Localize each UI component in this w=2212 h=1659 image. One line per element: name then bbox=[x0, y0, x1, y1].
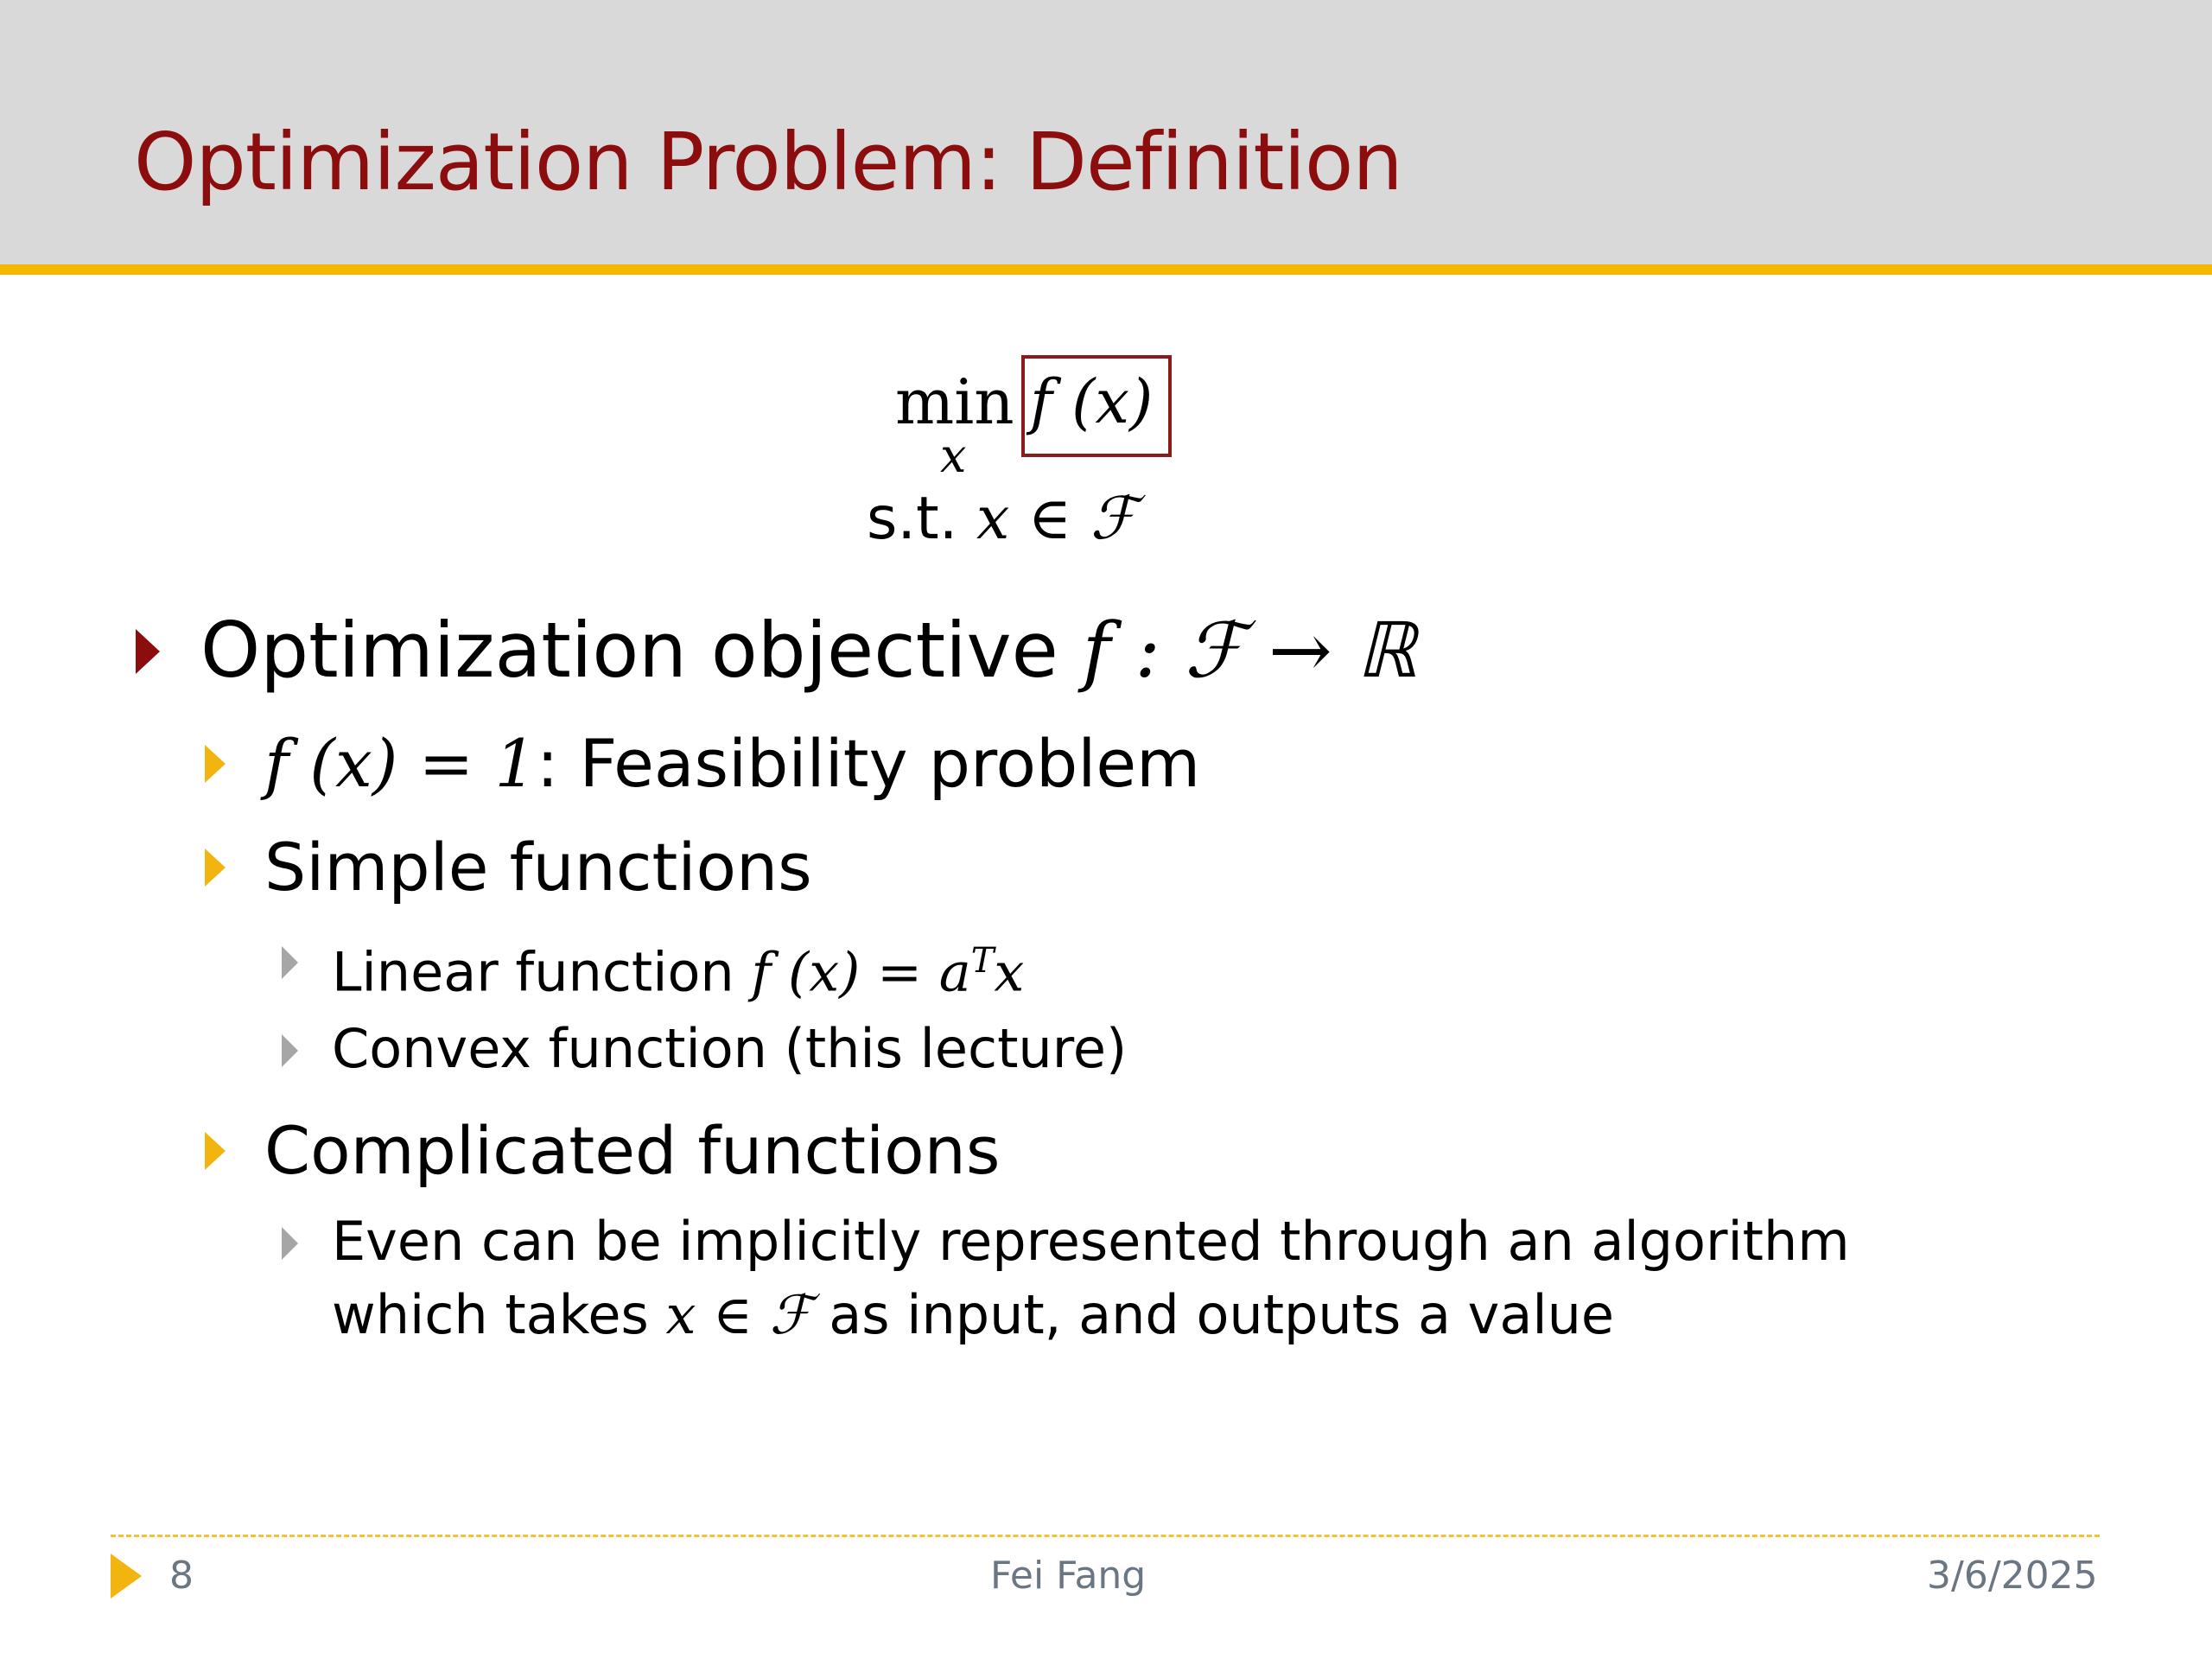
bullet-arrow-icon bbox=[282, 1227, 298, 1260]
bullet-linear-text: Linear function bbox=[332, 940, 752, 1004]
bullet-linear-function bbox=[332, 925, 1024, 1009]
min-operator: min bbox=[895, 365, 1014, 438]
bullet-arrow-icon bbox=[205, 849, 226, 887]
bullet-implicit-post: as input, and outputs a value bbox=[811, 1283, 1615, 1346]
bullet-linear-superscript: T bbox=[970, 941, 995, 981]
footer-arrow-icon bbox=[111, 1554, 142, 1599]
bullet-objective-math: f : ℱ → ℝ bbox=[1082, 606, 1417, 695]
footer-author: Fei Fang bbox=[990, 1554, 1147, 1598]
bullet-objective bbox=[200, 603, 1416, 698]
bullet-implicit-math: x ∈ ℱ bbox=[665, 1283, 812, 1346]
bullet-complicated-functions: Complicated functions bbox=[264, 1112, 1001, 1189]
bullet-implicit-line2 bbox=[332, 1279, 1614, 1351]
bullet-linear-math: f (x) = a bbox=[751, 940, 971, 1004]
bullet-linear-tail: x bbox=[994, 940, 1025, 1004]
footer-date: 3/6/2025 bbox=[1927, 1554, 2098, 1598]
bullet-arrow-icon bbox=[282, 1034, 298, 1067]
bullet-arrow-icon bbox=[282, 946, 298, 979]
bullet-feasibility-text: : Feasibility problem bbox=[536, 725, 1201, 802]
constraint-prefix: s.t. bbox=[867, 485, 958, 553]
bullet-feasibility-math: f (x) = 1 bbox=[264, 725, 537, 802]
bullet-implicit-line1: Even can be implicitly represented through an algorithm bbox=[332, 1210, 1850, 1273]
page-number: 8 bbox=[169, 1554, 194, 1598]
bullet-simple-functions: Simple functions bbox=[264, 829, 812, 906]
bullet-arrow-icon bbox=[136, 629, 160, 674]
slide-title: Optimization Problem: Definition bbox=[134, 116, 1402, 208]
objective-function: f (x) bbox=[1030, 366, 1154, 437]
bullet-arrow-icon bbox=[205, 745, 226, 783]
bullet-arrow-icon bbox=[205, 1132, 226, 1170]
min-subscript: x bbox=[940, 429, 967, 483]
constraint-math: x ∈ ℱ bbox=[976, 485, 1137, 553]
bullet-objective-text: Optimization objective bbox=[200, 606, 1083, 695]
constraint-line bbox=[867, 480, 1136, 558]
title-underline bbox=[0, 264, 2212, 275]
bullet-feasibility bbox=[264, 722, 1200, 805]
bullet-convex-function: Convex function (this lecture) bbox=[332, 1017, 1128, 1080]
footer-divider bbox=[111, 1535, 2100, 1537]
bullet-implicit-pre: which takes bbox=[332, 1283, 666, 1346]
